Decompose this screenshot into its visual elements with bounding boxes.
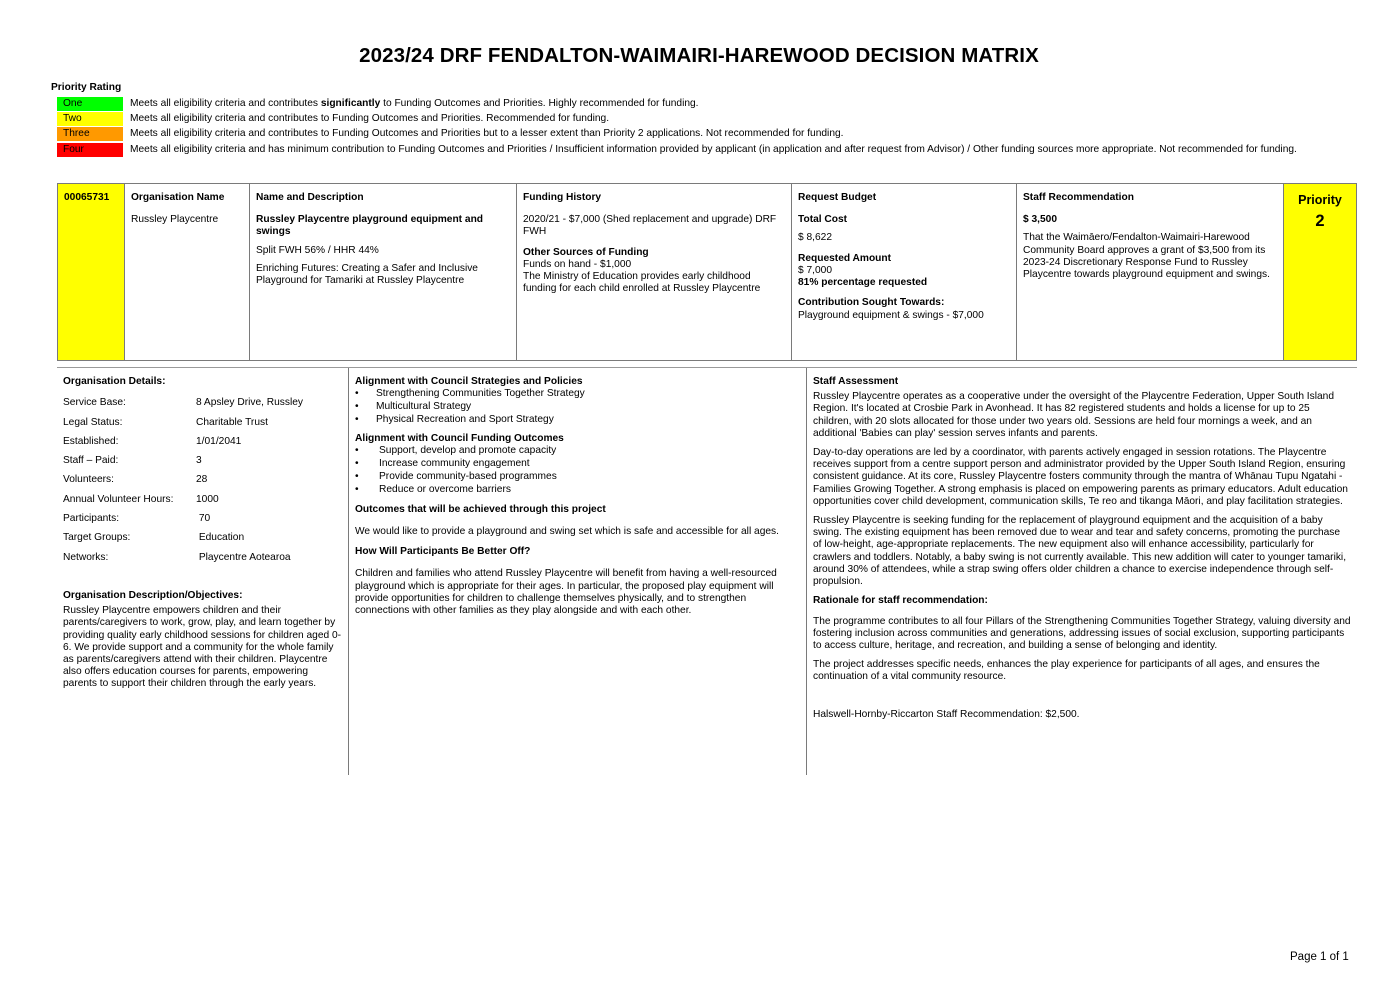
priority-level-description xyxy=(130,127,1310,140)
assessment-paragraph: Russley Playcentre operates as a cooperative under the oversight of the Playcentre Federation, Upper South Island Region. It's located at Crosbie Park in Avonhead. It has 82 registered students and holds a license for up to 25 children, with 20 slots allocated for those under two years old. Sessions are held four mornings a week, and an additional 'Babies can play' session serves infants and parents. xyxy=(813,391,1334,439)
org-details-heading: Organisation Details: xyxy=(63,376,166,387)
other-source-2: The Ministry of Education provides early childhood funding for each child enrolled at Russley Playcentre xyxy=(523,271,761,295)
priority-label: Priority xyxy=(1298,193,1342,207)
org-description: Russley Playcentre empowers children and their parents/caregivers to work, grow, play, and learn together by providing quality early childhood sessions for children aged 0-6. We provide support and a community for the whole family as parents/caregivers attend with their children. Playcentre also offers education courses for parents, empowering parents to support their children through the early years. xyxy=(63,605,342,690)
better-off: Children and families who attend Russley Playcentre will benefit from having a well-resourced playground which is appropriate for their ages. In particular, the proposed play equipment will provide opportunities for children to challenge themselves physically, and to strengthen connections with other families as they play alongside and with each other. xyxy=(355,568,777,617)
outcomes-achieved-heading: Outcomes that will be achieved through this project xyxy=(355,503,606,515)
request-budget-heading: Request Budget xyxy=(798,192,877,203)
priority-level-row xyxy=(57,97,1310,111)
assessment-paragraph: Russley Playcentre is seeking funding for the replacement of playground equipment and the acquisition of a baby swing. The existing equipment has been removed due to wear and tear and safety concerns, promoting the purchase of low-height, age-appropriate replacements. The new equipment also will enhance accessibility, particularly for crawlers and toddlers. Notably, a baby swing is not currently available. This new addition will cater to younger tamariki, around 30% of attendees, while a strap swing offers older children a chance to exercise independence through self-propulsion. xyxy=(813,515,1347,588)
project-description: Enriching Futures: Creating a Safer and Inclusive Playground for Tamariki at Russley Playcentre xyxy=(256,262,478,287)
org-name-cell xyxy=(125,184,250,360)
funding-outcome-item: • Support, develop and promote capacity xyxy=(355,445,800,458)
priority-level-swatch: One xyxy=(57,97,123,111)
org-detail-row xyxy=(63,513,342,532)
priority-level-description xyxy=(130,143,1310,156)
strategy-item: • Strengthening Communities Together Strategy xyxy=(355,388,800,401)
alignment-column xyxy=(349,368,807,775)
funding-split: Split FWH 56% / HHR 44% xyxy=(256,244,379,256)
org-details-list xyxy=(63,397,342,571)
assessment-paragraph: Day-to-day operations are led by a coordinator, with parents actively engaged in session rotations. The Playcentre receives support from a centre support person and administrator provided by the Upper South Island Region, ensuring consistent guidance. At its core, Russley Playcentre fosters community through the mantra of Whānau Tupu Ngatahi - Families Growing Together. A strong emphasis is placed on empowering parents as primary educators. Adult education opportunities cover child development, communication skills, Te reo and tikanga Māori, and play facilitation strategies. xyxy=(813,447,1348,507)
priority-desc-emphasis: significantly xyxy=(320,98,381,109)
org-detail-value: Charitable Trust xyxy=(196,416,268,428)
org-detail-row xyxy=(63,494,342,513)
page-number: Page 1 of 1 xyxy=(1290,951,1349,963)
priority-level-swatch: Four xyxy=(57,143,123,157)
staff-recommendation-text: That the Waimāero/Fendalton-Waimairi-Harewood Community Board approves a grant of $3,500 from its 2023-24 Discretionary Response Fund to Russley Playcentre towards playground equipment and swings. xyxy=(1023,232,1270,281)
page-title: 2023/24 DRF FENDALTON-WAIMAIRI-HAREWOOD DECISION MATRIX xyxy=(359,44,1039,67)
percentage-requested: 81% percentage requested xyxy=(798,277,928,289)
org-detail-row xyxy=(63,397,342,416)
contribution-sought-label: Contribution Sought Towards: xyxy=(798,297,945,309)
org-detail-label: Service Base: xyxy=(63,397,126,409)
priority-desc-text: Meets all eligibility criteria and contributes xyxy=(130,98,321,109)
contribution-sought: Playground equipment & swings - $7,000 xyxy=(798,309,984,321)
priority-desc-text: to Funding Outcomes and Priorities. Highly recommended for funding. xyxy=(380,98,699,109)
staff-recommended-amount: $ 3,500 xyxy=(1023,214,1057,226)
better-off-heading: How Will Participants Be Better Off? xyxy=(355,546,531,558)
funding-history: 2020/21 - $7,000 (Shed replacement and upgrade) DRF FWH xyxy=(523,214,777,238)
outcomes-achieved: We would like to provide a playground and swing set which is safe and accessible for all ages. xyxy=(355,526,779,538)
other-source-1: Funds on hand - $1,000 xyxy=(523,258,632,270)
priority-level-row xyxy=(57,143,1310,157)
other-board-recommendation: Halswell-Hornby-Riccarton Staff Recommendation: $2,500. xyxy=(813,708,1080,720)
project-name: Russley Playcentre playground equipment and swings xyxy=(256,214,484,238)
priority-desc-text: Meets all eligibility criteria and contributes to Funding Outcomes and Priorities. Recommended for funding. xyxy=(130,113,610,124)
staff-assessment-column xyxy=(807,368,1357,775)
priority-value: 2 xyxy=(1315,212,1325,230)
funding-outcome-item: • Increase community engagement xyxy=(355,458,800,471)
org-detail-row xyxy=(63,552,342,571)
priority-desc-text: Meets all eligibility criteria and has minimum contribution to Funding Outcomes and Priorities / Insufficient information provided by applicant (in application and after request from Advisor) / Other funding sources more appropriate. Not recommended for funding. xyxy=(130,144,1297,155)
funding-outcomes-heading: Alignment with Council Funding Outcomes xyxy=(355,432,564,444)
priority-desc-text: Meets all eligibility criteria and contributes to Funding Outcomes and Priorities but to a lesser extent than Priority 2 applications. Not recommended for funding. xyxy=(130,128,844,139)
org-detail-row xyxy=(63,455,342,474)
rationale-heading: Rationale for staff recommendation: xyxy=(813,595,988,607)
funding-outcome-item: • Reduce or overcome barriers xyxy=(355,484,800,497)
priority-cell xyxy=(1284,184,1356,360)
org-name: Russley Playcentre xyxy=(131,214,219,226)
org-detail-value: 1/01/2041 xyxy=(196,435,242,447)
org-detail-row xyxy=(63,532,342,551)
priority-level-description xyxy=(130,112,1310,125)
org-detail-value: Playcentre Aotearoa xyxy=(196,551,291,563)
org-detail-label: Staff – Paid: xyxy=(63,455,119,467)
funding-outcome-item: • Provide community-based programmes xyxy=(355,471,800,484)
org-detail-row xyxy=(63,417,342,436)
staff-recommendation-heading: Staff Recommendation xyxy=(1023,192,1134,203)
total-cost: $ 8,622 xyxy=(798,232,832,244)
priority-level-row xyxy=(57,127,1310,141)
org-detail-label: Target Groups: xyxy=(63,532,131,544)
organisation-details-column xyxy=(57,368,349,775)
org-detail-value: 3 xyxy=(196,455,202,467)
priority-level-row xyxy=(57,112,1310,126)
staff-assessment-heading: Staff Assessment xyxy=(813,376,899,387)
name-description-heading: Name and Description xyxy=(256,192,364,203)
org-detail-label: Participants: xyxy=(63,513,120,525)
org-detail-label: Legal Status: xyxy=(63,416,123,428)
other-sources-heading: Other Sources of Funding xyxy=(523,246,649,258)
org-detail-label: Established: xyxy=(63,435,119,447)
org-name-heading: Organisation Name xyxy=(131,192,225,203)
staff-recommendation-cell xyxy=(1017,184,1284,360)
org-detail-label: Networks: xyxy=(63,551,109,563)
org-detail-row xyxy=(63,474,342,493)
strategies-heading: Alignment with Council Strategies and Policies xyxy=(355,376,583,387)
summary-table xyxy=(57,183,1357,361)
strategy-item: • Multicultural Strategy xyxy=(355,401,800,414)
org-detail-value: 8 Apsley Drive, Russley xyxy=(196,397,304,409)
priority-level-swatch: Two xyxy=(57,112,123,126)
rationale-paragraph: The project addresses specific needs, enhances the play experience for participants of all ages, and ensures the continuation of a vital community resource. xyxy=(813,659,1320,683)
org-description-heading: Organisation Description/Objectives: xyxy=(63,589,243,601)
rationale-paragraph: The programme contributes to all four Pillars of the Strengthening Communities Together Strategy, valuing diversity and fostering inclusion across communities and generations, addressing issues of social exclusion, supporting participants to access culture, heritage, and recreation, and building a sense of belonging and identity. xyxy=(813,615,1351,651)
org-detail-row xyxy=(63,436,342,455)
total-cost-label: Total Cost xyxy=(798,214,848,226)
org-detail-value: 28 xyxy=(196,474,208,486)
strategies-list xyxy=(355,388,800,427)
name-description-cell xyxy=(250,184,517,360)
funding-outcomes-list xyxy=(355,445,800,497)
org-detail-value: 1000 xyxy=(196,493,219,505)
funding-history-heading: Funding History xyxy=(523,192,602,203)
strategy-item: • Physical Recreation and Sport Strategy xyxy=(355,414,800,427)
priority-rating-heading: Priority Rating xyxy=(51,82,122,93)
org-detail-label: Volunteers: xyxy=(63,474,114,486)
funding-history-cell xyxy=(517,184,792,360)
requested-amount-label: Requested Amount xyxy=(798,252,892,264)
priority-level-swatch: Three xyxy=(57,127,123,141)
org-detail-label: Annual Volunteer Hours: xyxy=(63,493,174,505)
application-id: 00065731 xyxy=(58,184,125,360)
priority-level-description xyxy=(130,97,1310,110)
requested-amount: $ 7,000 xyxy=(798,264,832,276)
request-budget-cell xyxy=(792,184,1017,360)
org-detail-value: Education xyxy=(196,532,245,544)
org-detail-value: 70 xyxy=(196,513,211,525)
